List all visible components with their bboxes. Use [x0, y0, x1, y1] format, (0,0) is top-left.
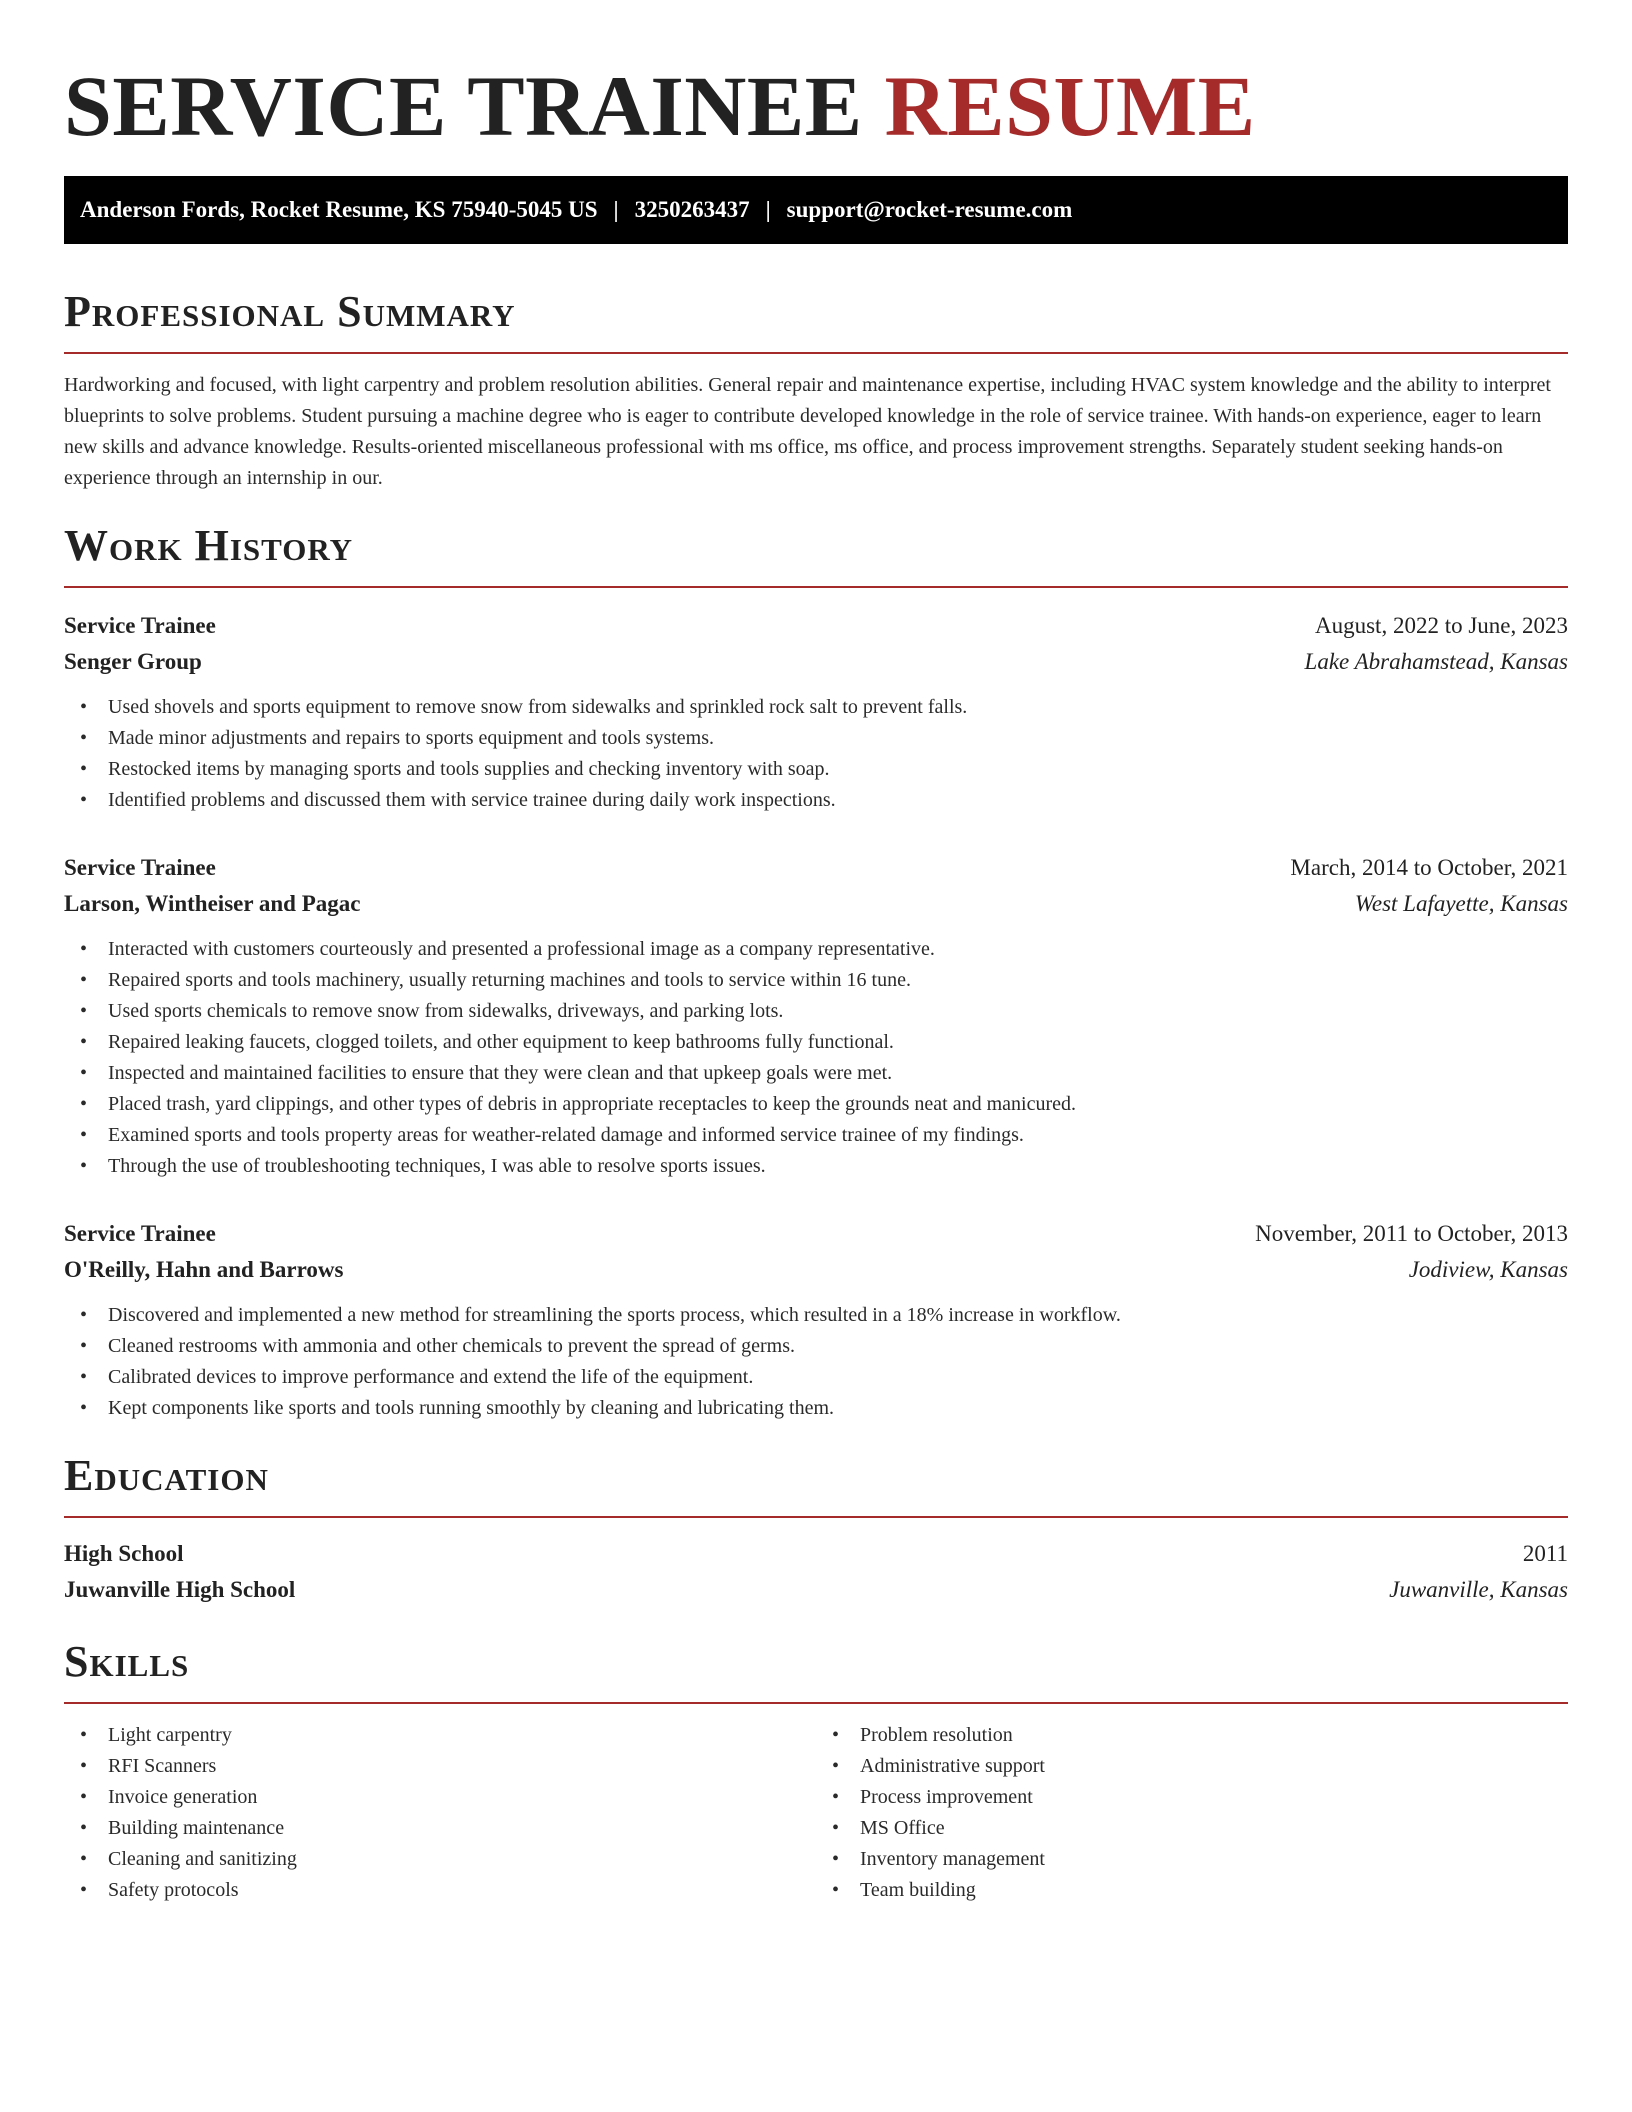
skill-item: • Process improvement [830, 1782, 1568, 1813]
education-location: Juwanville, Kansas [1389, 1577, 1568, 1602]
job-bullet: • Used sports chemicals to remove snow from sidewalks, driveways, and parking lots. [78, 996, 1568, 1027]
contact-phone: 3250263437 [634, 197, 750, 222]
job-title: Service Trainee [64, 1221, 216, 1246]
job-bullet: • Repaired leaking faucets, clogged toilets, and other equipment to keep bathrooms fully functional. [78, 1027, 1568, 1058]
job-entry [64, 608, 1568, 816]
contact-separator: | [613, 197, 619, 222]
job-bullet: • Interacted with customers courteously and presented a professional image as a company representative. [78, 934, 1568, 965]
job-dates: November, 2011 to October, 2013 [1255, 1221, 1568, 1246]
section-divider [64, 1516, 1568, 1518]
contact-email: support@rocket-resume.com [786, 197, 1073, 222]
skill-item: • MS Office [830, 1813, 1568, 1844]
section-heading-summary: Professional Summary [64, 287, 516, 336]
job-location: West Lafayette, Kansas [1354, 891, 1568, 916]
skills-column-left [64, 1720, 816, 1906]
resume-title [64, 56, 1568, 156]
skill-item: • Building maintenance [78, 1813, 816, 1844]
contact-separator: | [765, 197, 771, 222]
skills-list-left [64, 1720, 816, 1906]
job-entry [64, 850, 1568, 1182]
job-bullet: • Kept components like sports and tools running smoothly by cleaning and lubricating them. [78, 1393, 1568, 1424]
job-bullet: • Placed trash, yard clippings, and other types of debris in appropriate receptacles to keep the grounds neat and manicured. [78, 1089, 1568, 1120]
skills-list-right [816, 1720, 1568, 1906]
skill-item: • Problem resolution [830, 1720, 1568, 1751]
resume-title-main: SERVICE TRAINEE [64, 58, 863, 154]
job-entry [64, 1216, 1568, 1424]
skill-item: • Cleaning and sanitizing [78, 1844, 816, 1875]
job-bullet: • Inspected and maintained facilities to ensure that they were clean and that upkeep goals were met. [78, 1058, 1568, 1089]
job-bullet: • Repaired sports and tools machinery, usually returning machines and tools to service within 16 tune. [78, 965, 1568, 996]
job-company: Senger Group [64, 649, 202, 674]
education-section [64, 1450, 1568, 1608]
section-heading-skills: Skills [64, 1637, 190, 1686]
education-school: Juwanville High School [64, 1577, 296, 1602]
job-location: Lake Abrahamstead, Kansas [1304, 649, 1568, 674]
skills-grid [64, 1720, 1568, 1906]
section-heading-education: Education [64, 1451, 269, 1500]
skills-column-right [816, 1720, 1568, 1906]
job-bullet: • Discovered and implemented a new method for streamlining the sports process, which resulted in a 18% increase in workflow. [78, 1300, 1568, 1331]
education-degree: High School [64, 1541, 184, 1566]
job-bullet: • Identified problems and discussed them with service trainee during daily work inspections. [78, 785, 1568, 816]
job-title: Service Trainee [64, 613, 216, 638]
skill-item: • Administrative support [830, 1751, 1568, 1782]
job-company: O'Reilly, Hahn and Barrows [64, 1257, 344, 1282]
job-title: Service Trainee [64, 855, 216, 880]
skill-item: • Safety protocols [78, 1875, 816, 1906]
work-history-section [64, 520, 1568, 1424]
education-entry [64, 1536, 1568, 1608]
section-heading-work: Work History [64, 521, 354, 570]
contact-address: Anderson Fords, Rocket Resume, KS 75940-5045 US [80, 197, 598, 222]
skill-item: • Invoice generation [78, 1782, 816, 1813]
professional-summary-section [64, 286, 1568, 494]
skill-item: • Light carpentry [78, 1720, 816, 1751]
section-divider [64, 352, 1568, 354]
job-bullet: • Used shovels and sports equipment to remove snow from sidewalks and sprinkled rock salt to prevent falls. [78, 692, 1568, 723]
summary-text: Hardworking and focused, with light carpentry and problem resolution abilities. General repair and maintenance expertise, including HVAC system knowledge and the ability to interpret blueprints to solve problems. Student pursuing a machine degree who is eager to contribute developed knowledge in the role of service trainee. With hands-on experience, eager to learn new skills and advance knowledge. Results-oriented miscellaneous professional with ms office, ms office, and process improvement strengths. Separately student seeking hands-on experience through an internship in our. [64, 374, 1551, 489]
job-bullet: • Made minor adjustments and repairs to sports equipment and tools systems. [78, 723, 1568, 754]
skill-item: • Inventory management [830, 1844, 1568, 1875]
job-bullet: • Through the use of troubleshooting techniques, I was able to resolve sports issues. [78, 1151, 1568, 1182]
job-location: Jodiview, Kansas [1408, 1257, 1568, 1282]
section-divider [64, 1702, 1568, 1704]
resume-title-accent: RESUME [884, 58, 1256, 154]
job-bullets [64, 1300, 1568, 1424]
job-company: Larson, Wintheiser and Pagac [64, 891, 361, 916]
skills-section [64, 1636, 1568, 1906]
job-dates: March, 2014 to October, 2021 [1290, 855, 1568, 880]
job-bullet: • Examined sports and tools property areas for weather-related damage and informed service trainee of my findings. [78, 1120, 1568, 1151]
job-dates: August, 2022 to June, 2023 [1315, 613, 1568, 638]
job-bullets [64, 934, 1568, 1182]
job-bullet: • Cleaned restrooms with ammonia and other chemicals to prevent the spread of germs. [78, 1331, 1568, 1362]
job-bullet: • Restocked items by managing sports and tools supplies and checking inventory with soap. [78, 754, 1568, 785]
job-bullets [64, 692, 1568, 816]
education-year: 2011 [1522, 1541, 1568, 1566]
skill-item: • Team building [830, 1875, 1568, 1906]
job-bullet: • Calibrated devices to improve performance and extend the life of the equipment. [78, 1362, 1568, 1393]
section-divider [64, 586, 1568, 588]
contact-bar [64, 176, 1568, 244]
skill-item: • RFI Scanners [78, 1751, 816, 1782]
